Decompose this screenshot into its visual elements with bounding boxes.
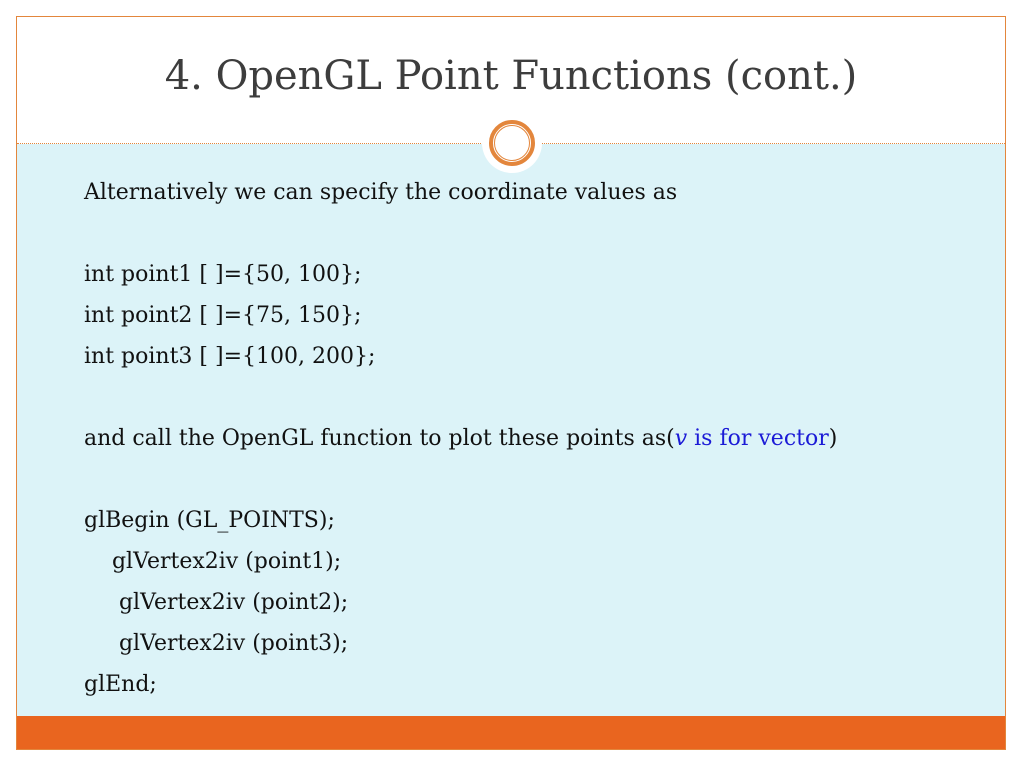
call-sentence-suffix: ) xyxy=(828,426,838,451)
declaration-line-1: int point1 [ ]={50, 100}; xyxy=(84,262,362,287)
slide-title: 4. OpenGL Point Functions (cont.) xyxy=(164,53,858,99)
code-line-end: glEnd; xyxy=(84,672,157,697)
call-sentence-prefix: and call the OpenGL function to plot these points as( xyxy=(84,426,675,451)
slide-body xyxy=(84,173,984,706)
code-line-vertex-2: glVertex2iv (point2); xyxy=(84,590,349,615)
spacer xyxy=(84,378,984,419)
ring-ornament-inner xyxy=(494,125,530,161)
vector-note: is for vector xyxy=(687,426,829,451)
spacer xyxy=(84,460,984,501)
declaration-line-3: int point3 [ ]={100, 200}; xyxy=(84,344,376,369)
slide xyxy=(16,16,1006,750)
code-line-vertex-1: glVertex2iv (point1); xyxy=(84,549,342,574)
spacer xyxy=(84,214,984,255)
footer-accent-bar xyxy=(17,716,1005,750)
code-line-begin: glBegin (GL_POINTS); xyxy=(84,508,335,533)
vector-letter: v xyxy=(674,426,688,451)
intro-text: Alternatively we can specify the coordinate values as xyxy=(84,180,678,205)
code-line-vertex-3: glVertex2iv (point3); xyxy=(84,631,349,656)
declaration-line-2: int point2 [ ]={75, 150}; xyxy=(84,303,362,328)
call-sentence xyxy=(84,419,984,460)
